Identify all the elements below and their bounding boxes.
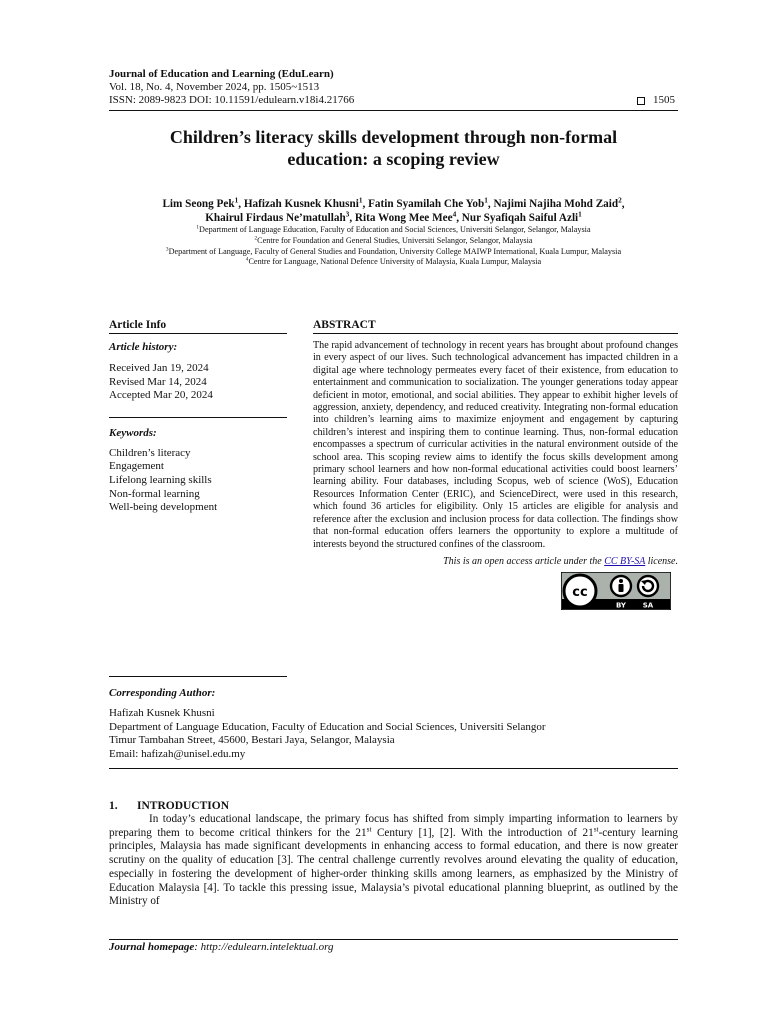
affiliation-item: $^4$Centre for Language, National Defence University of Malaysia, Kuala Lumpur, Malaysia (245, 256, 542, 267)
info-bottom-divider (109, 768, 678, 769)
author-affil-mark: 2 (618, 196, 622, 205)
affiliation-item: $^1$Department of Language Education, Faculty of Education and Social Sciences, Universiti Selangor, Selangor, Malaysia (196, 224, 591, 234)
svg-text:cc: cc (572, 584, 588, 600)
abstract-heading: ABSTRACT (313, 319, 376, 331)
author-affil-mark: 1 (578, 210, 582, 219)
paper-page (109, 0, 678, 1024)
journal-name: Journal of Education and Learning (EduLearn) (109, 68, 334, 80)
keywords-label: Keywords: (109, 426, 157, 439)
author-name: Fatin Syamilah Che Yob (368, 198, 485, 210)
author-affil-mark: 1 (484, 196, 488, 205)
share-alike-icon (638, 576, 658, 596)
keyword-item: Children’s literacy (109, 446, 191, 459)
author-name: Hafizah Kusnek Khusni (243, 198, 359, 210)
author-name: Lim Seong Pek (162, 198, 235, 210)
author-name: Rita Wong Mee Mee (354, 212, 453, 224)
paper-title (109, 126, 678, 170)
keyword-item: Well-being development (109, 501, 218, 514)
author-name: Khairul Firdaus Ne’matullah (205, 212, 346, 224)
author-affil-mark: 1 (234, 196, 239, 205)
keyword-item: Engagement (109, 460, 164, 473)
intro-paragraph: In today’s educational landscape, the primary focus has shifted from simply imparting information to learners by preparing them to become critical thinkers for the 21st Century [1], [2]. With the introduction of 21st-century learning principles, Malaysia has made significant developments in enhancing access to formal education, and there is now greater scrutiny on the quality of education [3]. The central challenge currently revolves around elevating the quality of education, especially in fostering the development of higher-order thinking skills among learners, as emphasized by the Ministry of Education Malaysia [4]. To tackle this pressing issue, Malaysia’s pivotal educational planning blueprint, as outlined by the Ministry of (109, 813, 678, 908)
affiliation-list (109, 225, 678, 268)
author-affil-mark: 4 (452, 210, 457, 219)
article-info-rule (109, 333, 287, 334)
author-name: Najimi Najiha Mohd Zaid (493, 198, 619, 210)
header-divider (109, 110, 678, 111)
keyword-item: Lifelong learning skills (109, 473, 212, 486)
title-line-2: education: a scoping review (287, 149, 500, 169)
title-line-1: Children’s literacy skills development through non-formal (169, 127, 618, 147)
corresponding-dept: Department of Language Education, Faculty of Education and Social Sciences, Universiti Selangor (109, 720, 546, 733)
author-name: Nur Syafiqah Saiful Azli (461, 212, 579, 224)
section-heading (109, 799, 229, 813)
accepted-date: Accepted Mar 20, 2024 (109, 389, 213, 402)
footer-divider (109, 939, 678, 940)
issn-doi: ISSN: 2089-9823 DOI: 10.11591/edulearn.v18i4.21766 (109, 94, 355, 106)
corresponding-label: Corresponding Author: (109, 687, 216, 699)
received-date: Received Jan 19, 2024 (109, 362, 209, 374)
history-divider (109, 417, 287, 418)
journal-homepage (109, 941, 333, 954)
corresponding-email: Email: hafizah@unisel.edu.my (109, 747, 246, 760)
abstract-text: The rapid advancement of technology in recent years has brought about profound changes in every aspect of our lives. Such technological advancement has impacted children in a digital age where technology permeates every facet of their existence, from education to entertainment and communication to socialization. The younger generations today appear deficient in motor, emotional, and social abilities. They appear to exhibit higher levels of aggression, anxiety, dependency, and reduced creativity. Integrating non-formal education into children’s learning aims to maximize enjoyment and engagement by capturing children’s interest and inspiring them to continue learning. Thus, non-formal education encompasses a spectrum of curricular activities in the natural environment outside of the school area. This scoping review aims to identify the focus skills development among primary school learners and how non-formal educational activities could boost learners’ learning ability. Four databases, including Scopus, web of science (WoS), Education Resources Information Center (ERIC), and ScienceDirect, were used in this research, which found 36 articles for eligibility. Only 15 articles are eligible for analysis and reference after the exclusion and inclusion process for data collection. The findings show that non-formal education offers learners the opportunity to explore a multitude of interests beyond the structured confines of the classroom. (313, 340, 678, 550)
corresponding-address: Timur Tambahan Street, 45600, Bestari Jaya, Selangor, Malaysia (109, 734, 395, 747)
cc-license-badge[interactable] (561, 572, 671, 610)
corresponding-name: Hafizah Kusnek Khusni (109, 707, 215, 719)
section-number: 1. (109, 800, 118, 812)
article-info-column (109, 318, 287, 515)
homepage-url[interactable]: : http://edulearn.intelektual.org (194, 941, 334, 953)
history-label: Article history: (109, 341, 178, 353)
keyword-item: Non-formal learning (109, 487, 200, 500)
cc-by-label: BY (615, 601, 627, 610)
section-title: INTRODUCTION (137, 800, 230, 812)
abstract-rule (313, 333, 678, 334)
abstract-column (313, 318, 678, 618)
corresponding-author (109, 686, 678, 761)
square-icon (637, 97, 645, 105)
article-info-heading: Article Info (109, 319, 167, 331)
author-list: Lim Seong Pek$^1$, Hafizah Kusnek Khusni$^1$, Fatin Syamilah Che Yob$^1$, Najimi Najiha Mohd Zaid$^2$, Khairul Firdaus Ne’matullah$^3$, Rita Wong Mee Mee$^4$, Nur Syafiqah Saiful Azli$^1$ (162, 196, 625, 224)
corresponding-divider (109, 676, 287, 677)
affiliation-item: $^3$Department of Language, Faculty of General Studies and Foundation, University College MAIWP International, Kuala Lumpur, Malaysia (165, 245, 622, 256)
cc-sa-label: SA (642, 601, 654, 610)
author-affil-mark: 3 (345, 210, 350, 219)
volume-info: Vol. 18, No. 4, November 2024, pp. 1505~1513 (109, 81, 320, 93)
author-affil-mark: 1 (358, 196, 363, 205)
affiliation-item: $^2$Centre for Foundation and General Studies, Universiti Selangor, Selangor, Malaysia (254, 235, 533, 245)
license-link[interactable]: CC BY-SA (604, 555, 646, 567)
open-access-note: This is an open access article under the CC BY-SA license. (443, 555, 678, 567)
journal-header (109, 68, 678, 107)
homepage-label: Journal homepage (109, 941, 195, 953)
page-number: 1505 (653, 94, 675, 106)
revised-date: Revised Mar 14, 2024 (109, 375, 207, 388)
